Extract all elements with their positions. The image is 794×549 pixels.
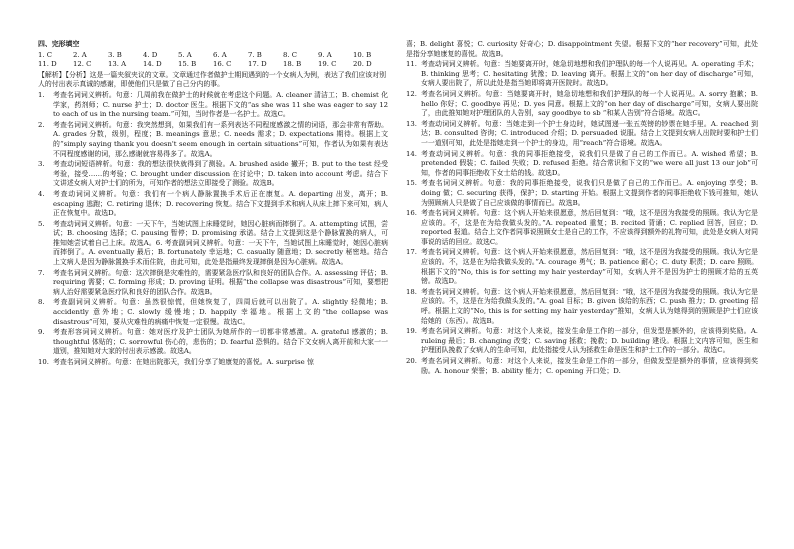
answer-entry: 16. C: [213, 60, 232, 69]
item-number: 11.: [406, 60, 417, 69]
explanation-item: [38, 91, 388, 120]
analysis-paragraph: 【解析】【分析】这是一篇夹叙夹议的文章。文章通过作者做护士期间遇到的一个女病人为例，表达了我们应该对别人的付出表示真诚的感谢，即使他们只是做了自己分内的事。: [38, 70, 386, 89]
item-number: 20.: [406, 357, 417, 365]
item-text: 考查动词短语辨析。句意：我的想法很快就得到了测验。A. brushed aside 撇开；B. put to the test 经受考验，接受……的考验；C. brought under discussion 在讨论中；D. taken into account 考虑。结合下文讲述女病人对护士们的所为，可知作者的想法立即接受了测验。故选B。: [53, 160, 388, 188]
continued-paragraph: 喜；B. delight 喜悦；C. curiosity 好奇心；D. disappointment 失望。根据下文的“her recovery”可知，此处是指分享她康复的喜悦。故选B。: [406, 40, 758, 58]
item-text: 考查名词词义辨析。句意：在她出院那天，我们分享了她康复的喜悦。A. surprise 惊: [53, 358, 314, 366]
answer-entry: 6. A: [213, 50, 227, 59]
item-number: 8.: [38, 298, 45, 307]
explanation-item: [38, 220, 388, 268]
item-text: 考查动词词义辨析。句意：当她要离开时，她急切地想和我们护理队的每一个人说再见。A. operating 手术；B. thinking 思考；C. hesitating 犹豫；D. leaving 离开。根据上文的“on her day of discharge”可知，女病人要出院了，所以此处是指当她即将离开医院时。故选D。: [421, 60, 758, 88]
answer-entry: 19. C: [318, 60, 337, 69]
item-text: 考查形容词词义辨析。句意：她对医疗及护士团队为她所作的一切都非常感激。A. grateful 感激的；B. thoughtful 体贴的；C. sorrowful 伤心的，悲伤的；D. fearful 恐惧的。结合下文女病人离开前和大家一一道别，推知她对大家的付出表示感激。故选A。: [53, 328, 388, 356]
item-number: 9.: [38, 328, 45, 337]
item-text: 考查名词词义辨析。句意：当她要离开时，她急切地想和我们护理队的每一个人说再见。A. sorry 抱歉；B. hello 你好；C. goodbye 再见；D. yes 同意。根据上文的“on her day of discharge”可知，女病人要出院了，由此推知她对护理团队的人告别，say goodbye to sb “和某人告别”符合语境。故选C。: [421, 89, 758, 118]
item-text: 考查动词词义辨析。句意：一天下午，当她试图上床睡觉时，她因心脏病而摔倒了。A. attempting 试图，尝试；B. choosing 选择；C. pausing 暂停；D. promising 承诺。结合上文提到这是个静脉置换的病人，可推知她尝试着自己上床。故选A。6. 考查副词词义辨析。句意：一天下午，当她试图上床睡觉时，她因心脏病而摔倒了。A. eventually 最后；B. fortunately 幸运地；C. casually 随意地；D. secretly 秘密地。结合上文病人是因为静脉置换手术而住院，由此可知，此处是指最终发现摔倒是因为心脏病。故选A。: [53, 219, 388, 267]
explanation-item: [406, 179, 758, 208]
item-number: 4.: [38, 189, 45, 198]
item-number: 5.: [38, 219, 45, 228]
explanation-item: [38, 121, 388, 159]
section-title: 四、完形填空: [38, 40, 80, 48]
item-text: 考查副词词义辨析。句意：虽然很惊慌，但她恢复了，四周后就可以出院了。A. slightly 轻微地；B. accidently 意外地；C. slowly 缓慢地；D. happily 幸福地。根据上文的“the collapse was disastrous”可知，要从灾难性的病痛中恢复一定很慢。故选C。: [53, 298, 388, 326]
explanation-item: [406, 327, 758, 356]
item-number: 12.: [406, 89, 417, 98]
answer-entry: 13. A: [108, 60, 127, 69]
explanation-item: [406, 357, 758, 376]
explanation-item: [406, 60, 758, 89]
left-column: [38, 40, 388, 368]
explanation-item: [38, 160, 388, 189]
answer-entry: 18. B: [283, 60, 302, 69]
answer-entry: 1. C: [38, 50, 53, 59]
item-text: 考查名词词义辨析。句意：这个病人开始来很愿意，然后回复到：“哦，这不是因为我接受的照顾。我认为它是应该的。不，这是在为给我做头发的。”A. courage 勇气；B. patience 耐心；C. duty 职责；D. care 照顾。根据下文的“No, this is for setting my hair yesterday”可知，女病人并不是因为护士的照顾才给的五英镑。故选D。: [421, 248, 758, 286]
explanation-item: [38, 328, 388, 357]
explanation-item: [38, 298, 388, 327]
item-text: 考查动词词义辨析。句意：当她走到一个护士身边时，她试图递一张五英镑的钞票在她手里。A. reached 到达；B. consulted 咨询；C. introduced 介绍；D. persuaded 说服。结合上文提到女病人出院时要和护士们一一道别可知，此处是指她走到一个护士的身边，用“reach”符合语境。故选A。: [421, 119, 758, 147]
answer-entry: 10. B: [353, 50, 372, 59]
explanation-item: [406, 209, 758, 247]
right-item-list: [406, 60, 758, 376]
right-column: [406, 40, 758, 376]
item-text: 考查名词词义辨析。句意：对这个人来说，接发生命是工作的一部分，但做发型是额外的事情，应该得到奖励。A. honour 荣誉；B. ability 能力；C. opening 开口处；D.: [421, 357, 758, 375]
item-text: 考查动词词义辨析。句意：我们有一个病人静脉置换手术后正在康复。A. departing 出发，离开；B. escaping 逃跑；C. retiring 退休；D. recovering 恢复。结合下文提到手术和病人从床上摔下来可知，病人正在恢复中。故选D。: [53, 189, 388, 218]
answer-key-row-1: [38, 51, 388, 61]
answer-entry: 17. D: [248, 60, 267, 69]
answer-entry: 5. A: [178, 50, 192, 59]
answer-entry: 8. C: [283, 50, 298, 59]
answer-entry: 12. C: [73, 60, 92, 69]
answer-entry: 20. D: [353, 60, 372, 69]
item-text: 考查名词词义辨析。句意：这个病人开始来很愿意，然后回复到：“哦，这不是因为我接受的照顾。我认为它是应该的。不，这是在为给我做头发的。”A. goal 目标；B. given 该给的东西；C. push 推力；D. greeting 招呼。根据上文的“No, this is for setting my hair yesterday”推知，女病人认为她得到的照顾是护士们应该给她的（东西）。故选B。: [421, 287, 758, 325]
item-number: 19.: [406, 327, 417, 336]
answer-entry: 3. B: [108, 50, 122, 59]
answer-entry: 7. B: [248, 50, 262, 59]
item-number: 15.: [406, 179, 417, 188]
item-number: 13.: [406, 119, 417, 128]
answer-entry: 4. D: [143, 50, 158, 59]
item-text: 考查名词词义辨析。句意：这个病人开始来很愿意，然后回复到：“哦，这不是因为我接受的照顾。我认为它是应该的。不，这是在为给我做头发的。”A. repeated 重复；B. recited 背诵；C. replied 回答，回应；D. reported 报道。结合上文作者同事说照顾女士是自己的工作，不应该得到额外的礼物可知，此处是女病人对同事说的话的回应。故选C。: [421, 209, 758, 246]
item-number: 3.: [38, 160, 45, 169]
explanation-item: [38, 358, 388, 368]
explanation-item: [38, 190, 388, 219]
answer-entry: 9. A: [318, 50, 332, 59]
item-number: 14.: [406, 149, 417, 158]
answer-entry: 14. D: [143, 60, 162, 69]
explanation-item: [406, 248, 758, 286]
item-number: 18.: [406, 287, 417, 296]
item-number: 7.: [38, 268, 45, 277]
item-number: 10.: [38, 358, 49, 366]
answer-entry: 2. A: [73, 50, 87, 59]
item-number: 1.: [38, 90, 45, 99]
item-text: 考查动词词义辨析。句意：我的同事拒绝接受，说我们只是做了自己的工作而已。A. wished 希望；B. pretended 假装；C. failed 失败；D. refused 拒绝。结合常识和下文的“we were all just 13 our job”可知，作者的同事拒绝收下女士给的钱。故选D。: [421, 149, 758, 177]
item-number: 16.: [406, 209, 417, 218]
explanation-item: [406, 120, 758, 149]
item-text: 考查名词词义辨析。句意：对这个人来说，接发生命是工作的一部分，但发型是额外的，应该得到奖励。A. ruleing 最后；B. changing 改变；C. saving 拯救；挽救；D. building 建设。根据上文内容可知，医生和护理团队挽救了女病人的生命可知，此处指接受人认为拯救生命是医生和护士工作的一部分。故选C。: [421, 327, 758, 355]
item-text: 考查名词词义辨析。句意：我突然想到，如果我们有一系列表达不同程度感激之情的词语，那会非常有帮助。A. grades 分数，级别，程度；B. meanings 意思；C. needs 需求；D. expectations 期待。根据上文的“simply saying thank you doesn't seem enough in certain situations”可知，作者认为如果有表达不同程度感谢的词，那么感谢就容易得多了。故选A。: [53, 120, 388, 158]
item-number: 17.: [406, 248, 417, 257]
left-item-list: [38, 91, 388, 368]
item-number: 2.: [38, 120, 45, 129]
answer-key-row-2: [38, 60, 388, 70]
answer-entry: 11. D: [38, 60, 57, 69]
explanation-item: [406, 288, 758, 326]
explanation-item: [406, 90, 758, 119]
explanation-item: [38, 269, 388, 298]
answer-entry: 15. B: [178, 60, 197, 69]
item-text: 考查名词词义辨析。句意：这次摔倒是灾难性的，需要紧急医疗队和良好的团队合作。A. assessing 评估；B. requiring 需要；C. forming 形成；D. proving 证明。根据“the collapse was disastrous”可知，要想把病人治好需要紧急医疗队和良好的团队合作。故选B。: [53, 268, 388, 296]
explanation-item: [406, 150, 758, 179]
item-text: 考查名词词义辨析。句意：我的同事拒绝接受，说我们只是做了自己的工作而已。A. enjoying 享受；B. doing 做；C. securing 获得，保护；D. starting 开始。根据上文提到作者的同事拒绝收下钱可推知，她认为照顾病人只是做了自己应该做的事情而已。故选B。: [421, 179, 758, 207]
item-text: 考查名词词义辨析。句意：几周前我在做护士的时候就在考虑这个问题。A. cleaner 清洁工；B. chemist 化学家，药剂师；C. nurse 护士；D. doctor 医生。根据下文的“as she was 11 she was eager to say 12 to each of us in the nursing team.”可知，当时作者是一名护士。故选C。: [53, 90, 388, 119]
